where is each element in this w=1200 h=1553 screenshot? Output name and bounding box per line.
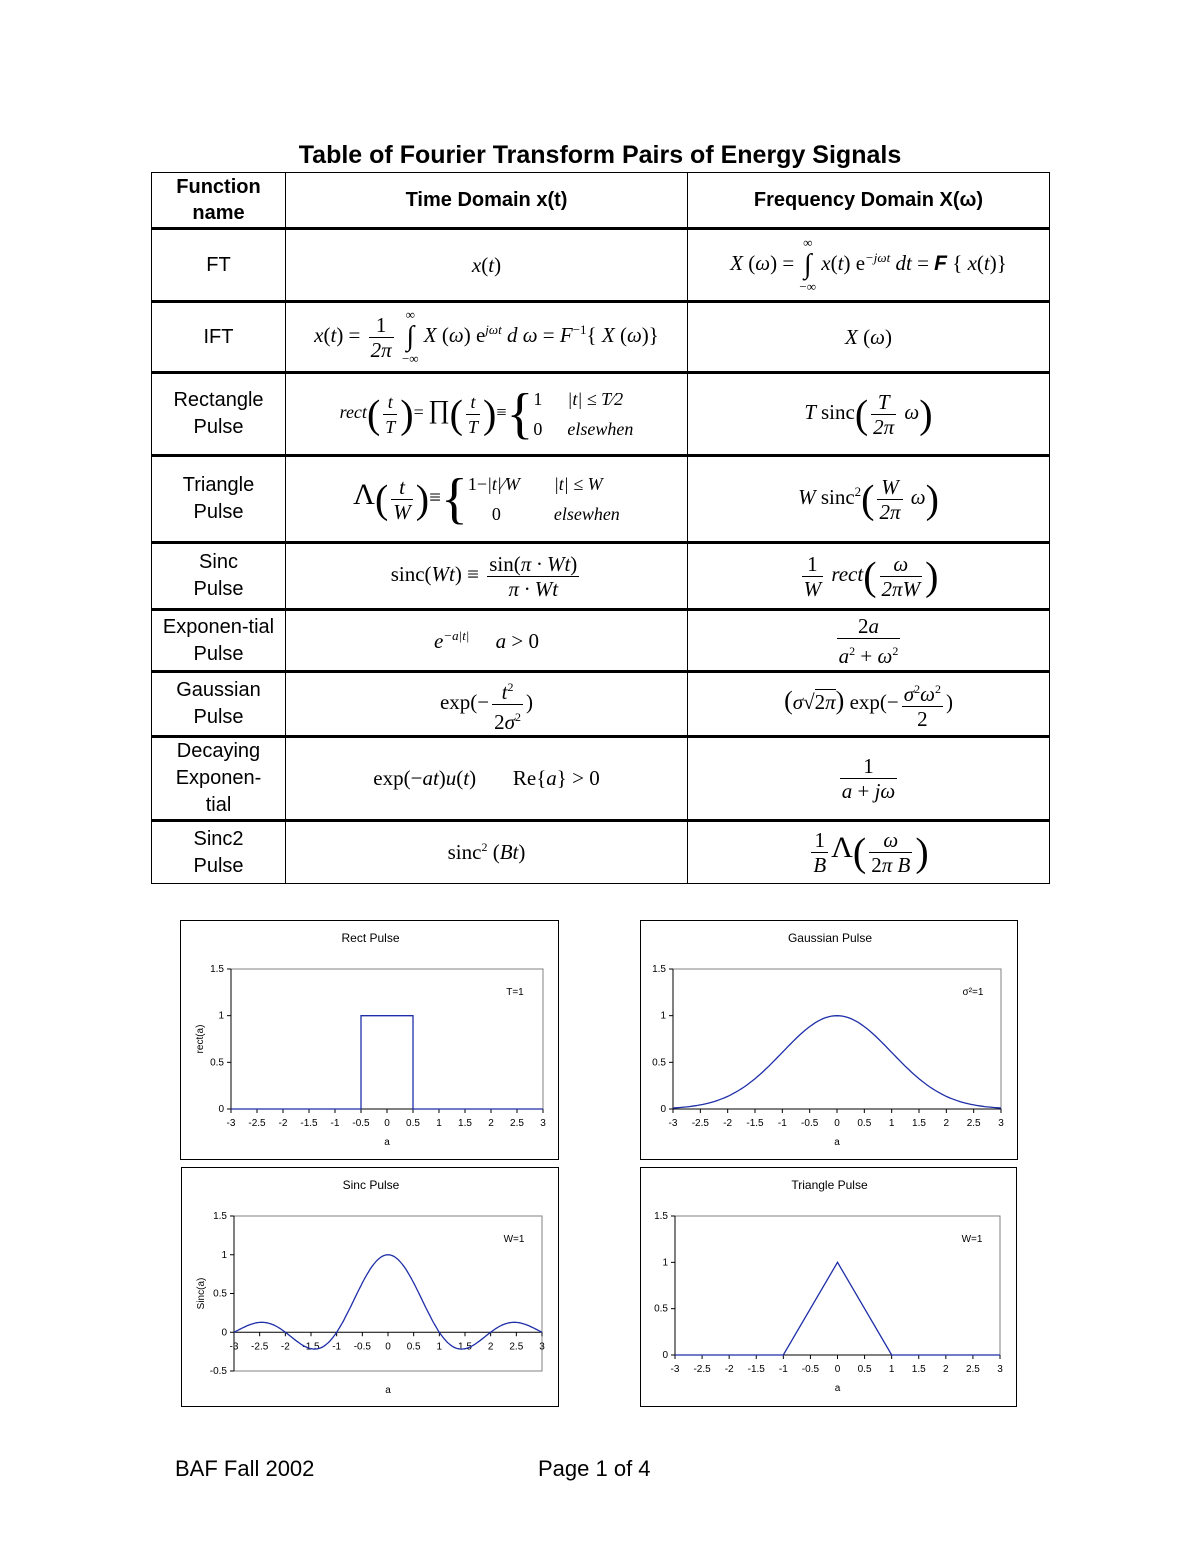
fourier-table (151, 172, 1050, 884)
y-tick-label: 0.5 (213, 1288, 227, 1300)
y-tick-label: 1 (221, 1249, 227, 1261)
time-domain-cell: exp(−at)u(t) Re{a} > 0 (286, 737, 688, 821)
plot-area (675, 1216, 1000, 1355)
table-row (152, 672, 1050, 737)
freq-domain-cell: (σ√2π) exp(− $\frac{\sigma^2\omega^2}{2}$ ) (688, 672, 1050, 737)
x-tick-label: 3 (998, 1118, 1004, 1129)
series-line (673, 1016, 1001, 1108)
chart-svg (181, 921, 560, 1161)
row-name: Gaussian Pulse (152, 672, 286, 737)
case-elsewhen: elsewhen (567, 419, 634, 439)
header-function-name: Function name (152, 173, 286, 229)
page-title: Table of Fourier Transform Pairs of Energy Signals (298, 141, 902, 169)
y-tick-label: 0 (662, 1350, 668, 1361)
x-tick-label: 2 (943, 1118, 950, 1129)
table-row (152, 456, 1050, 543)
x-tick-label: 2.5 (966, 1118, 981, 1129)
x-tick-label: 0 (384, 1118, 390, 1129)
chart-annotation: W=1 (503, 1234, 525, 1245)
row-name: Decaying Exponen-tial (152, 737, 286, 821)
plot-area (673, 969, 1001, 1109)
table-row (152, 821, 1050, 884)
header-frequency-domain: Frequency Domain X(ω) (688, 173, 1050, 229)
x-tick-label: -2.5 (248, 1118, 266, 1129)
x-tick-label: 2.5 (965, 1364, 980, 1375)
y-tick-label: -0.5 (209, 1366, 227, 1377)
y-tick-label: 1.5 (213, 1211, 227, 1222)
row-name: IFT (152, 302, 286, 373)
x-tick-label: 1 (888, 1118, 895, 1129)
x-axis-label: a (385, 1385, 391, 1396)
x-tick-label: -3 (229, 1341, 239, 1353)
table-row (152, 543, 1050, 610)
x-tick-label: 2.5 (510, 1118, 524, 1129)
footer-course: BAF Fall 2002 (175, 1456, 315, 1481)
chart-svg (641, 921, 1019, 1161)
table-row (152, 737, 1050, 821)
chart-title: Sinc Pulse (342, 1178, 400, 1192)
x-tick-label: -1.5 (302, 1341, 320, 1353)
freq-domain-cell: X (ω) = ∞ ∫ −∞ x(t) $e^{-j\omega t}$ dt = F { x(t)} (688, 229, 1050, 302)
x-tick-label: 3 (997, 1364, 1003, 1375)
chart-title: Rect Pulse (341, 931, 400, 945)
freq-domain-cell: $\frac{1}{a + j\omega}$ (688, 737, 1050, 821)
plot-area (231, 969, 543, 1109)
chart-svg (641, 1168, 1018, 1408)
x-tick-label: -1 (777, 1118, 787, 1129)
x-tick-label: 0.5 (857, 1118, 872, 1129)
footer-page-number: Page 1 of 4 (538, 1456, 651, 1481)
chart-annotation: W=1 (961, 1234, 983, 1245)
x-tick-label: -1.5 (300, 1118, 318, 1129)
rect-pulse-chart (180, 920, 559, 1160)
freq-domain-cell: $\frac{2a}{a^2 + \omega^2}$ (688, 610, 1050, 672)
time-domain-cell: exp(− $\frac{t^2}{2\sigma^2}$ ) (286, 672, 688, 737)
x-tick-label: 0 (834, 1118, 840, 1129)
x-tick-label: -2 (278, 1118, 288, 1129)
time-domain-cell: x(t) (286, 229, 688, 302)
x-tick-label: 0 (834, 1364, 841, 1375)
chart-annotation: σ²=1 (962, 987, 984, 998)
row-name: FT (152, 229, 286, 302)
y-tick-label: 1 (662, 1257, 668, 1269)
x-tick-label: -1.5 (746, 1118, 764, 1129)
freq-domain-cell: $\frac{1}{B}$ Λ( $\frac{\omega}{\text{2π B}}$ ) (688, 821, 1050, 884)
header-time-domain: Time Domain x(t) (286, 173, 688, 229)
table-row (152, 302, 1050, 373)
x-tick-label: 1.5 (458, 1118, 472, 1129)
x-tick-label: 3 (540, 1118, 546, 1129)
x-tick-label: 0.5 (406, 1341, 421, 1353)
x-tick-label: -3 (226, 1118, 236, 1129)
table-row (152, 610, 1050, 672)
y-tick-label: 1.5 (210, 964, 224, 975)
row-name: Rectangle Pulse (152, 373, 286, 456)
table-row (152, 229, 1050, 302)
x-tick-label: -1 (330, 1118, 340, 1129)
chart-svg (182, 1168, 560, 1408)
x-tick-label: 1 (888, 1364, 895, 1375)
x-tick-label: -0.5 (352, 1118, 370, 1129)
x-tick-label: -2 (723, 1118, 733, 1129)
x-tick-label: -2.5 (693, 1364, 711, 1375)
table-row (152, 373, 1050, 456)
y-tick-label: 0 (221, 1327, 227, 1339)
x-tick-label: -1.5 (747, 1364, 765, 1375)
x-tick-label: -2 (724, 1364, 734, 1375)
y-tick-label: 0 (660, 1104, 666, 1115)
x-tick-label: 1.5 (458, 1341, 472, 1353)
x-tick-label: 1.5 (912, 1118, 926, 1129)
row-name: Triangle Pulse (152, 456, 286, 543)
x-axis-label: a (384, 1137, 390, 1148)
chart-annotation: T=1 (506, 987, 524, 998)
row-name: Sinc2 Pulse (152, 821, 286, 884)
x-tick-label: -3 (668, 1118, 678, 1129)
freq-domain-cell: T sinc( $\frac{T}{2\pi}$ ω) (688, 373, 1050, 456)
y-axis-label: rect(a) (195, 1024, 206, 1054)
x-tick-label: 1.5 (911, 1364, 926, 1375)
x-tick-label: -1 (778, 1364, 788, 1375)
x-tick-label: 0.5 (406, 1118, 420, 1129)
y-tick-label: 0 (218, 1104, 224, 1115)
x-tick-label: -2.5 (251, 1341, 269, 1353)
time-domain-cell: $e^{-a|t|}$ a > 0 (286, 610, 688, 672)
x-tick-label: -2 (280, 1341, 290, 1353)
chart-title: Gaussian Pulse (787, 931, 873, 945)
y-tick-label: 1 (660, 1010, 666, 1022)
x-axis-label: a (834, 1383, 841, 1394)
y-tick-label: 1.5 (652, 964, 666, 975)
chart-title: Triangle Pulse (791, 1178, 868, 1192)
time-domain-cell: sinc(Wt) ≡ $\frac{\sin(\pi \cdot Wt)}{\pi \cdot Wt}$ (286, 543, 688, 610)
freq-domain-cell: X (ω) (688, 302, 1050, 373)
table-header-row (152, 173, 1050, 229)
x-tick-label: 1 (436, 1118, 442, 1129)
freq-domain-cell: W sinc$^2$( $\frac{W}{2\pi}$ ω) (688, 456, 1050, 543)
x-tick-label: 0.5 (857, 1364, 872, 1375)
x-tick-label: 2.5 (509, 1341, 524, 1353)
series-line (675, 1262, 1000, 1355)
x-tick-label: 3 (539, 1341, 545, 1353)
y-tick-label: 0.5 (654, 1303, 668, 1315)
time-domain-cell: sinc$^2$ (Bt) (286, 821, 688, 884)
series-line (231, 1016, 543, 1109)
x-tick-label: -0.5 (801, 1364, 820, 1375)
gaussian-pulse-chart (640, 920, 1018, 1160)
row-name: Exponen-tial Pulse (152, 610, 286, 672)
freq-domain-cell: $\frac{1}{W}$ rect( $\frac{\omega}{2\pi W}$ ) (688, 543, 1050, 610)
time-domain-cell: x(t) = $\frac{1}{2\pi}$ ∞ ∫ −∞ X (ω) $e^{j\omega t}$ d $\omega = F^{-1}${ X (ω)} (286, 302, 688, 373)
y-tick-label: 1 (218, 1010, 224, 1022)
y-tick-label: 0.5 (210, 1057, 224, 1069)
x-tick-label: -3 (670, 1364, 680, 1375)
x-tick-label: -0.5 (801, 1118, 819, 1129)
y-tick-label: 0.5 (652, 1057, 666, 1069)
x-tick-label: -0.5 (353, 1341, 371, 1353)
x-axis-label: a (834, 1137, 840, 1148)
sinc-pulse-chart (181, 1167, 559, 1407)
x-tick-label: 2 (487, 1341, 494, 1353)
x-tick-label: 1 (436, 1341, 443, 1353)
time-domain-cell: rect( $\frac{t}{T}$ )= ∏( $\frac{t}{T}$ )≡{ 1 |t| ≤ T⁄2 0 elsewhen (286, 373, 688, 456)
x-tick-label: 2 (488, 1118, 494, 1129)
time-domain-cell: Λ( $\frac{t}{W}$ )≡{ 1−|t|⁄W |t| ≤ W 0 elsewhen (286, 456, 688, 543)
y-axis-label: Sinc(a) (196, 1277, 207, 1310)
x-tick-label: -1 (332, 1341, 342, 1353)
triangle-pulse-chart (640, 1167, 1017, 1407)
case-elsewhen: elsewhen (553, 504, 620, 524)
row-name: Sinc Pulse (152, 543, 286, 610)
x-tick-label: 0 (385, 1341, 391, 1353)
y-tick-label: 1.5 (654, 1211, 668, 1222)
x-tick-label: -2.5 (691, 1118, 709, 1129)
x-tick-label: 2 (943, 1364, 949, 1375)
